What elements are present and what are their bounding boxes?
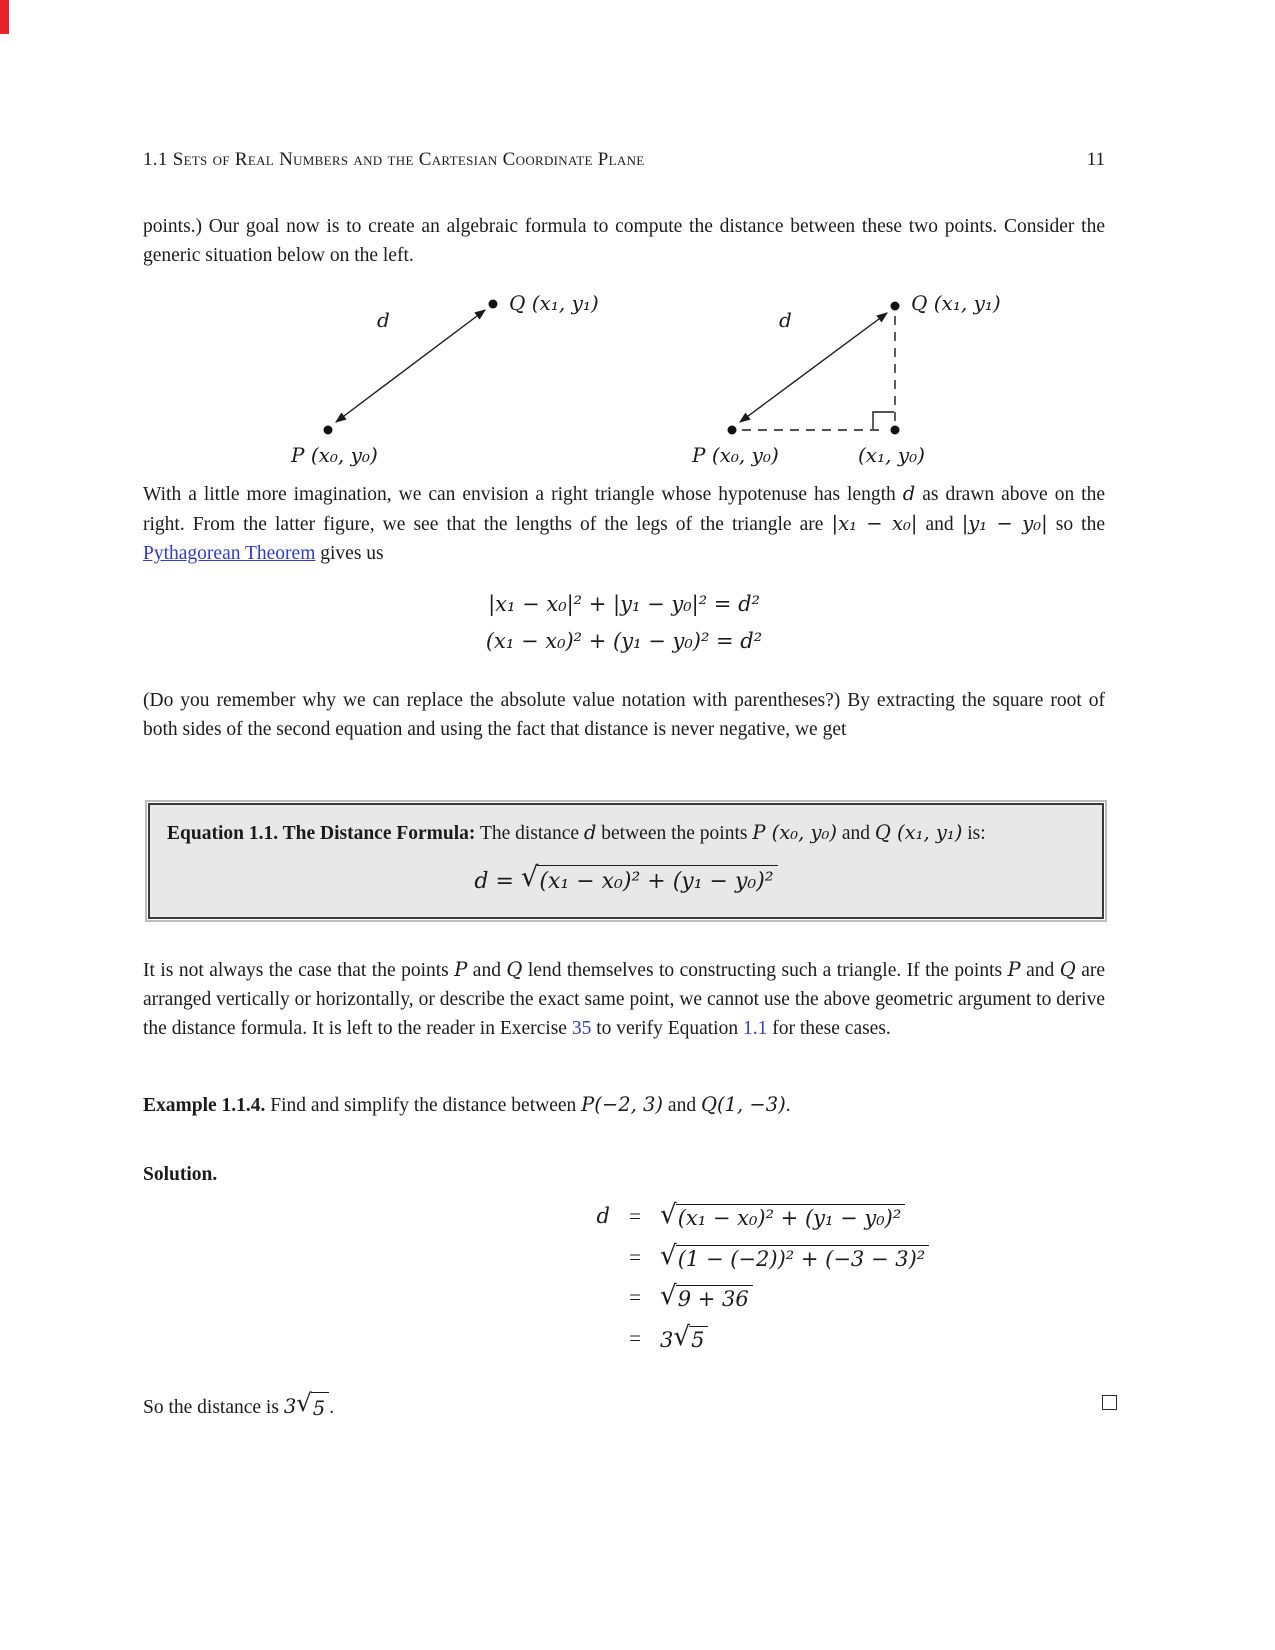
exercise-35-link[interactable]: 35	[571, 1018, 592, 1039]
paragraph-text: to verify Equation	[591, 1018, 743, 1039]
formula-sqrt	[520, 860, 778, 897]
equals-sign: =	[629, 1204, 641, 1228]
section-header: 1.1 Sets of Real Numbers and the Cartesian Coordinate Plane	[143, 149, 645, 170]
math-leg-x: |x₁ − x₀|	[831, 512, 918, 535]
equation-abs-values: |x₁ − x₀|² + |y₁ − y₀|² = d²	[488, 592, 760, 616]
pythagorean-theorem-link[interactable]: Pythagorean Theorem	[143, 543, 316, 564]
radical-sign: √	[520, 860, 539, 893]
equation-box-text: The distance	[475, 823, 584, 844]
equation-box-text: between the points	[596, 823, 753, 844]
right-corner-label: (x₁, y₀)	[858, 443, 925, 467]
left-d-label: d	[377, 308, 390, 332]
example-label: Example 1.1.4.	[143, 1095, 266, 1116]
equation-box-title: Equation 1.1. The Distance Formula:	[167, 823, 476, 844]
right-hypotenuse-line	[740, 313, 887, 422]
equals-sign: =	[629, 1325, 641, 1350]
running-header	[143, 149, 1105, 171]
derivation-lhs: d	[596, 1204, 610, 1228]
formula-lhs: d =	[474, 869, 521, 894]
paragraph-text: (Do you remember why we can replace the absolute value notation with parentheses?) By extracting the square root of both sides of the second equation and using the fact that distance is never negative, we get	[143, 690, 1105, 740]
closing-text: So the distance is	[143, 1397, 284, 1418]
math-point-p-values: P(−2, 3)	[581, 1093, 664, 1116]
paragraph-text: It is not always the case that the points	[143, 960, 455, 981]
right-d-label: d	[779, 308, 792, 332]
math-leg-y: |y₁ − y₀|	[961, 512, 1048, 535]
paragraph-text: With a little more imagination, we can envision a right triangle whose hypotenuse has length	[143, 484, 903, 505]
derivation-step-4	[660, 1321, 929, 1354]
math-point-p: P (x₀, y₀)	[752, 821, 837, 844]
paragraph-caveat	[143, 955, 1105, 1043]
math-point-q-values: Q(1, −3)	[700, 1093, 786, 1116]
example-text: Find and simplify the distance between	[265, 1095, 582, 1116]
radical-sign: √	[660, 1281, 677, 1312]
paragraph-text: and	[1020, 960, 1060, 981]
coefficient: 3	[283, 1395, 297, 1418]
coefficient: 3	[660, 1327, 674, 1352]
paragraph-square-root	[143, 686, 1105, 744]
closing-sentence	[143, 1388, 1105, 1423]
qed-square	[1102, 1395, 1117, 1410]
equation-box-text: and	[836, 823, 875, 844]
radical-sign: √	[673, 1321, 691, 1352]
equation-1-1-link[interactable]: 1.1	[742, 1018, 768, 1039]
paragraph-intro	[143, 212, 1105, 270]
paragraph-text: are arranged vertically or horizontally, or describe the exact same point, we cannot use the above geometric argument to derive the distance formula. It is left to the reader in Exercise	[143, 960, 1106, 1039]
paragraph-text: and	[917, 514, 962, 535]
solution-label: Solution.	[143, 1164, 218, 1185]
right-q-label: Q (x₁, y₁)	[911, 291, 1001, 315]
equation-parentheses: (x₁ − x₀)² + (y₁ − y₀)² = d²	[485, 629, 763, 653]
paragraph-text: so the	[1047, 514, 1105, 535]
closing-text: .	[329, 1397, 335, 1418]
derivation-step-3	[660, 1281, 929, 1313]
math-q: Q	[506, 958, 523, 981]
left-q-label: Q (x₁, y₁)	[509, 291, 599, 315]
paragraph-intro-text: points.) Our goal now is to create an algebraic formula to compute the distance between these two points. Consider the generic situation below on the left.	[143, 216, 1105, 266]
example-text: .	[785, 1095, 791, 1116]
radicand: 5	[689, 1326, 708, 1352]
example-text: and	[663, 1095, 701, 1116]
right-p-label: P (x₀, y₀)	[692, 443, 779, 467]
right-point-p-dot	[728, 426, 737, 435]
example-heading	[143, 1090, 1105, 1120]
paragraph-text: gives us	[315, 543, 384, 564]
left-hypotenuse-line	[336, 310, 485, 422]
display-equations	[143, 592, 1105, 653]
radicand: (x₁ − x₀)² + (y₁ − y₀)²	[676, 1204, 906, 1230]
solution-derivation	[588, 1199, 929, 1353]
paragraph-text: for these cases.	[767, 1018, 891, 1039]
right-angle-mark	[873, 412, 894, 429]
radical-sign: √	[296, 1388, 312, 1418]
paragraph-right-triangle	[143, 479, 1105, 568]
distance-formula	[167, 860, 1085, 897]
distance-formula-box	[148, 803, 1104, 919]
math-p: P	[1007, 958, 1021, 981]
derivation-step-1	[660, 1199, 929, 1232]
left-point-q-dot	[489, 300, 498, 309]
equation-box-text: is:	[962, 823, 986, 844]
math-d: d	[583, 821, 597, 844]
paragraph-text: as drawn above on the right. From the latter figure, we see that the lengths of the legs of the triangle are	[143, 484, 1106, 535]
paragraph-text: lend themselves to constructing such a triangle. If the points	[522, 960, 1008, 981]
page-number: 11	[1086, 149, 1105, 170]
math-p: P	[454, 958, 468, 981]
equals-sign: =	[629, 1285, 641, 1310]
right-point-corner-dot	[891, 426, 900, 435]
derivation-step-2	[660, 1240, 929, 1273]
solution-heading	[143, 1160, 1105, 1189]
left-point-p-dot	[324, 426, 333, 435]
math-d: d	[902, 482, 916, 505]
right-point-q-dot	[891, 302, 900, 311]
paragraph-text: and	[467, 960, 507, 981]
math-point-q: Q (x₁, y₁)	[874, 821, 963, 844]
radicand: 5	[311, 1392, 329, 1423]
distance-figures	[0, 270, 1275, 480]
radical-sign: √	[660, 1199, 677, 1230]
radicand: (1 − (−2))² + (−3 − 3)²	[676, 1245, 929, 1271]
equals-sign: =	[629, 1244, 641, 1269]
radical-sign: √	[660, 1240, 677, 1271]
left-p-label: P (x₀, y₀)	[291, 443, 378, 467]
formula-radicand: (x₁ − x₀)² + (y₁ − y₀)²	[537, 865, 777, 897]
page-corner-marker	[0, 0, 9, 34]
radicand: 9 + 36	[676, 1285, 753, 1311]
math-q: Q	[1059, 958, 1076, 981]
